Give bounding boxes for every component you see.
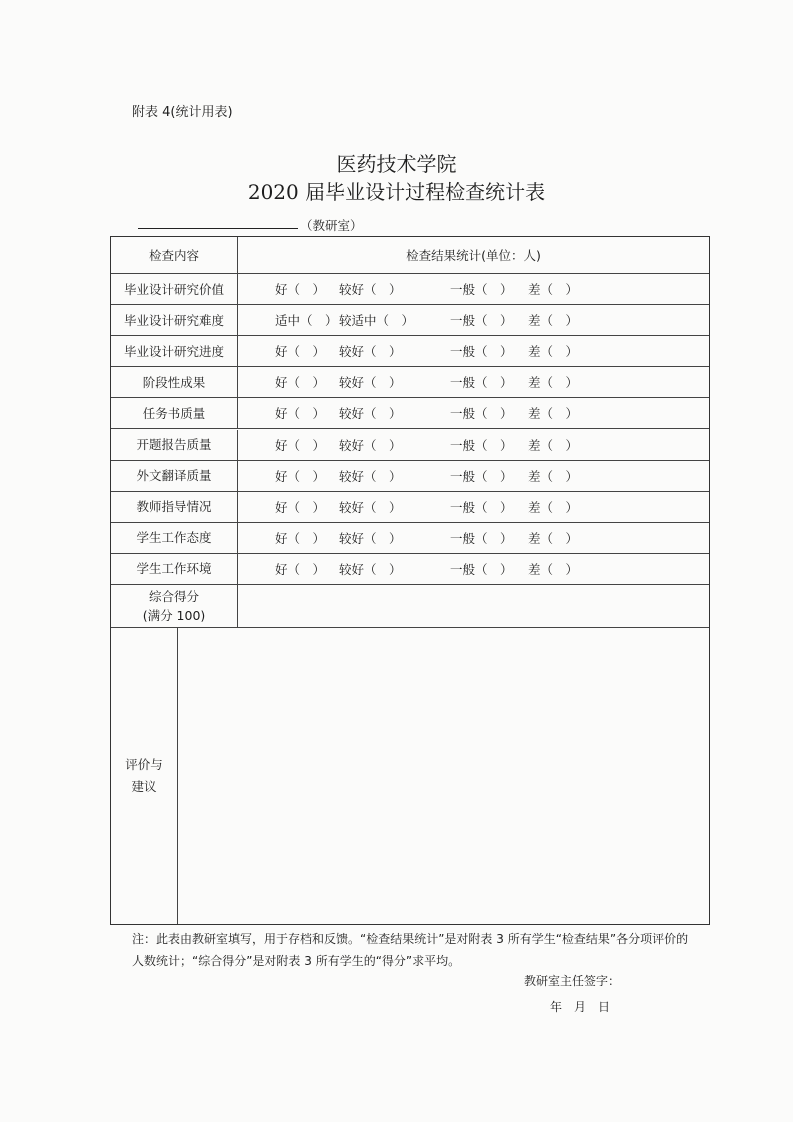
evaluation-label bbox=[111, 628, 178, 924]
result-option-field[interactable]: 一般（ ） bbox=[450, 561, 513, 577]
result-option-field[interactable]: 好（ ） bbox=[275, 437, 326, 453]
result-option-field[interactable]: 适中（ ） bbox=[275, 313, 338, 329]
evaluation-label-line1: 评价与 bbox=[125, 757, 163, 772]
statistics-table bbox=[110, 236, 710, 925]
check-item-label: 学生工作态度 bbox=[111, 523, 238, 553]
result-option-field[interactable]: 一般（ ） bbox=[450, 530, 513, 546]
result-option-field[interactable]: 好（ ） bbox=[275, 499, 326, 515]
result-option-field[interactable]: 好（ ） bbox=[275, 406, 326, 422]
result-option-field[interactable]: 差（ ） bbox=[528, 561, 579, 577]
table-row bbox=[111, 554, 709, 585]
page-title-form: 2020 届毕业设计过程检查统计表 bbox=[247, 180, 546, 204]
result-option-field[interactable]: 好（ ） bbox=[275, 282, 326, 298]
score-label-line2: (满分 100) bbox=[142, 608, 206, 623]
result-option-field[interactable]: 较好（ ） bbox=[339, 406, 402, 422]
result-options bbox=[238, 367, 709, 397]
check-item-label: 毕业设计研究难度 bbox=[111, 305, 238, 335]
page-title-institution: 医药技术学院 bbox=[336, 152, 457, 176]
check-item-label: 外文翻译质量 bbox=[111, 461, 238, 491]
footnote: 注：此表由教研室填写，用于存档和反馈。“检查结果统计”是对附表 3 所有学生“检查结果”各分项评价的人数统计；“综合得分”是对附表 3 所有学生的“得分”求平均。 bbox=[132, 932, 689, 968]
department-label: （教研室） bbox=[300, 218, 363, 233]
result-option-field[interactable]: 一般（ ） bbox=[450, 313, 513, 329]
signature-label: 教研室主任签字： bbox=[524, 974, 621, 988]
result-option-field[interactable]: 较好（ ） bbox=[339, 468, 402, 484]
result-option-field[interactable]: 好（ ） bbox=[275, 530, 326, 546]
result-option-field[interactable]: 一般（ ） bbox=[450, 344, 513, 360]
result-options bbox=[238, 492, 709, 522]
score-label-line1: 综合得分 bbox=[148, 589, 199, 604]
table-row bbox=[111, 430, 709, 461]
evaluation-row bbox=[111, 628, 709, 924]
result-options bbox=[238, 523, 709, 553]
result-option-field[interactable]: 好（ ） bbox=[275, 561, 326, 577]
result-options bbox=[238, 461, 709, 491]
evaluation-text-area[interactable] bbox=[178, 628, 709, 924]
table-header-row bbox=[111, 237, 709, 274]
result-option-field[interactable]: 差（ ） bbox=[528, 313, 579, 329]
score-row bbox=[111, 585, 709, 628]
header-check-result: 检查结果统计(单位：人) bbox=[406, 248, 541, 263]
result-option-field[interactable]: 较好（ ） bbox=[339, 499, 402, 515]
table-row bbox=[111, 305, 709, 336]
result-option-field[interactable]: 差（ ） bbox=[528, 375, 579, 391]
result-option-field[interactable]: 差（ ） bbox=[528, 437, 579, 453]
result-options bbox=[238, 305, 709, 335]
result-option-field[interactable]: 一般（ ） bbox=[450, 375, 513, 391]
result-options bbox=[238, 398, 709, 428]
result-option-field[interactable]: 较好（ ） bbox=[339, 344, 402, 360]
header-check-content: 检查内容 bbox=[111, 237, 238, 273]
result-options bbox=[238, 274, 709, 304]
result-option-field[interactable]: 好（ ） bbox=[275, 468, 326, 484]
check-item-label: 任务书质量 bbox=[111, 398, 238, 428]
result-option-field[interactable]: 差（ ） bbox=[528, 406, 579, 422]
result-option-field[interactable]: 较好（ ） bbox=[339, 530, 402, 546]
result-option-field[interactable]: 较好（ ） bbox=[339, 437, 402, 453]
result-option-field[interactable]: 较好（ ） bbox=[339, 282, 402, 298]
department-blank-line[interactable] bbox=[138, 228, 298, 229]
table-row bbox=[111, 492, 709, 523]
table-row bbox=[111, 367, 709, 398]
result-option-field[interactable]: 差（ ） bbox=[528, 282, 579, 298]
table-row bbox=[111, 461, 709, 492]
result-option-field[interactable]: 一般（ ） bbox=[450, 468, 513, 484]
check-item-label: 阶段性成果 bbox=[111, 367, 238, 397]
result-option-field[interactable]: 一般（ ） bbox=[450, 406, 513, 422]
table-row bbox=[111, 274, 709, 305]
check-item-label: 教师指导情况 bbox=[111, 492, 238, 522]
score-value-cell[interactable] bbox=[238, 585, 709, 627]
result-option-field[interactable]: 较好（ ） bbox=[339, 561, 402, 577]
check-item-label: 毕业设计研究价值 bbox=[111, 274, 238, 304]
check-item-label: 学生工作环境 bbox=[111, 554, 238, 584]
result-option-field[interactable]: 一般（ ） bbox=[450, 282, 513, 298]
result-option-field[interactable]: 较好（ ） bbox=[339, 375, 402, 391]
table-row bbox=[111, 523, 709, 554]
result-options bbox=[238, 336, 709, 366]
result-option-field[interactable]: 差（ ） bbox=[528, 499, 579, 515]
table-row bbox=[111, 336, 709, 367]
evaluation-label-line2: 建议 bbox=[131, 779, 157, 794]
result-option-field[interactable]: 差（ ） bbox=[528, 530, 579, 546]
result-option-field[interactable]: 好（ ） bbox=[275, 344, 326, 360]
result-option-field[interactable]: 一般（ ） bbox=[450, 499, 513, 515]
result-option-field[interactable]: 差（ ） bbox=[528, 468, 579, 484]
result-options bbox=[238, 554, 709, 584]
result-option-field[interactable]: 好（ ） bbox=[275, 375, 326, 391]
score-label bbox=[111, 585, 238, 627]
result-option-field[interactable]: 差（ ） bbox=[528, 344, 579, 360]
check-item-label: 开题报告质量 bbox=[111, 430, 238, 460]
result-option-field[interactable]: 一般（ ） bbox=[450, 437, 513, 453]
check-item-label: 毕业设计研究进度 bbox=[111, 336, 238, 366]
date-label: 年 月 日 bbox=[550, 1000, 611, 1014]
table-row bbox=[111, 398, 709, 429]
result-option-field[interactable]: 较适中（ ） bbox=[339, 313, 415, 329]
result-options bbox=[238, 430, 709, 460]
appendix-label: 附表 4(统计用表) bbox=[132, 105, 233, 120]
